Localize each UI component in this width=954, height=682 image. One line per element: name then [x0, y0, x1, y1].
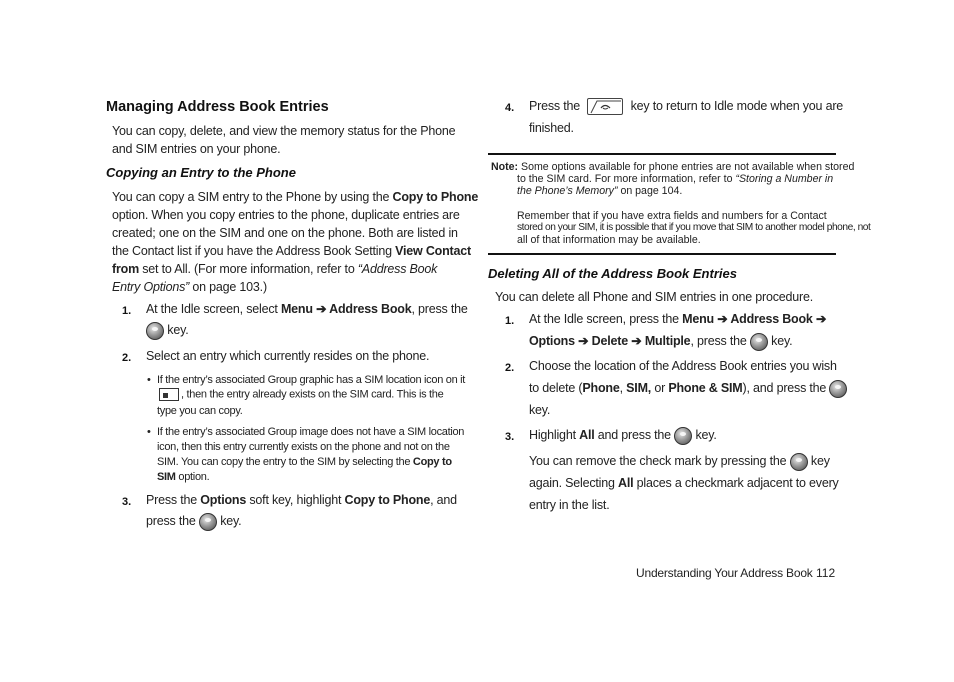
- sim-term: SIM: [157, 471, 176, 483]
- delete-step-2-line-2: [529, 379, 847, 398]
- bullet-text: , then the entry already exists on the SIM card. This is the: [181, 388, 444, 401]
- step-number: 1.: [122, 305, 132, 317]
- cross-reference: “Storing a Number in: [735, 173, 834, 185]
- arrow-glyph: ➔: [713, 312, 731, 326]
- intro-line-2: and SIM entries on your phone.: [112, 142, 281, 156]
- cross-reference: the Phone’s Memory”: [517, 185, 618, 197]
- step-text: ,: [619, 381, 627, 395]
- step-text: key to return to Idle mode when you are: [630, 99, 844, 113]
- step-1-line-1: [146, 300, 468, 318]
- step-text: , press the: [690, 334, 747, 348]
- bullet-2-line-2: icon, then this entry currently exists on the phone and not on the: [157, 441, 450, 453]
- end-key-icon: [587, 98, 623, 115]
- arrow-glyph: ➔: [812, 312, 827, 326]
- delete-step-1-line-2: [529, 332, 792, 351]
- bullet-1-line-2: [157, 388, 443, 401]
- options-term: Options: [200, 493, 247, 507]
- copy-paragraph-line-4: [112, 242, 471, 260]
- step-text: Press the: [146, 493, 201, 507]
- address-book-term: Address Book: [730, 312, 813, 326]
- step-2-text: Select an entry which currently resides on the phone.: [146, 349, 430, 363]
- phone-and-sim-term: Phone & SIM: [668, 381, 743, 395]
- delete-step-3-line-1: [529, 426, 717, 445]
- note-text: to the SIM card. For more information, refer to: [517, 173, 736, 185]
- all-term: All: [618, 476, 634, 490]
- copy-to-phone-term: Copy to Phone: [344, 493, 431, 507]
- step-number: 1.: [505, 315, 515, 327]
- view-contact-term: View Contact: [395, 244, 471, 258]
- step-text: Press the: [529, 99, 581, 113]
- cross-reference: Entry Options”: [112, 280, 190, 294]
- step-text: ), and press the: [742, 381, 827, 395]
- delete-step-3-para-line-2: [529, 474, 839, 492]
- step-text: , press the: [411, 302, 468, 316]
- phone-term: Phone: [582, 381, 620, 395]
- bullet-1-line-3: type you can copy.: [157, 405, 243, 417]
- menu-term: Menu: [280, 302, 313, 316]
- ok-key-icon: [750, 333, 768, 351]
- copy-text: set to All. (For more information, refer to: [138, 262, 358, 276]
- ok-key-icon: [674, 427, 692, 445]
- copy-text: You can copy a SIM entry to the Phone by using the: [112, 190, 393, 204]
- note-line-5: stored on your SIM, it is possible that if you move that SIM to another model phone, not: [517, 222, 871, 233]
- ok-key-icon: [146, 322, 164, 340]
- step-text: again. Selecting: [529, 476, 619, 490]
- step-3-line-1: [146, 491, 457, 509]
- delete-step-3-para-line-3: entry in the list.: [529, 498, 610, 512]
- sim-term: SIM,: [626, 381, 652, 395]
- options-term: Options: [529, 334, 575, 348]
- note-bottom-rule: [488, 253, 836, 255]
- bullet-2-line-4: [157, 471, 209, 484]
- from-term: from: [112, 262, 139, 276]
- intro-line-1: You can copy, delete, and view the memory status for the Phone: [112, 124, 456, 138]
- delete-step-3-para-line-1: [529, 452, 830, 471]
- bullet-text: SIM. You can copy the entry to the SIM by selecting the: [157, 456, 413, 468]
- step-text: key.: [771, 334, 793, 348]
- note-line-2: [517, 173, 833, 185]
- footer-section-title: Understanding Your Address Book: [636, 566, 813, 580]
- note-line-3: [517, 185, 682, 197]
- step-text: Highlight: [529, 428, 580, 442]
- step-number: 4.: [505, 102, 515, 114]
- step-text: and press the: [594, 428, 671, 442]
- note-line-6: all of that information may be available.: [517, 234, 701, 246]
- step-text: , and: [430, 493, 457, 507]
- bullet-text: option.: [175, 471, 210, 483]
- copy-to-term: Copy to: [412, 456, 452, 468]
- arrow-glyph: ➔: [312, 302, 330, 316]
- cross-reference: “Address Book: [357, 262, 438, 276]
- note-line-4: Remember that if you have extra fields and numbers for a Contact: [517, 210, 827, 222]
- copy-paragraph-line-2: option. When you copy entries to the phone, duplicate entries are: [112, 208, 460, 222]
- subheading-copying: Copying an Entry to the Phone: [106, 165, 296, 180]
- copy-text: on page 103.): [189, 280, 267, 294]
- step-text: press the: [146, 514, 196, 528]
- note-top-rule: [488, 153, 836, 155]
- step-text: key.: [167, 323, 189, 337]
- step-text: You can remove the check mark by pressing the: [529, 454, 787, 468]
- step-text: key: [810, 454, 830, 468]
- delete-step-2-line-1: Choose the location of the Address Book entries you wish: [529, 359, 837, 373]
- step-text: key.: [220, 514, 242, 528]
- section-heading: Managing Address Book Entries: [106, 99, 329, 115]
- delete-step-1-line-1: [529, 310, 826, 328]
- bullet-2-line-3: [157, 456, 452, 469]
- step-text: key.: [695, 428, 717, 442]
- step-text: soft key, highlight: [246, 493, 345, 507]
- step-number: 2.: [122, 352, 132, 364]
- bullet-2-line-1: If the entry’s associated Group image does not have a SIM location: [157, 426, 465, 438]
- ok-key-icon: [790, 453, 808, 471]
- ok-key-icon: [829, 380, 847, 398]
- step-1-line-2: [146, 321, 188, 340]
- copy-paragraph-line-6: [112, 278, 267, 296]
- step-text: At the Idle screen, press the: [529, 312, 683, 326]
- step-3-line-2: [146, 512, 241, 531]
- menu-term: Menu: [682, 312, 714, 326]
- bullet-glyph: •: [147, 374, 151, 386]
- bullet-glyph: •: [147, 426, 151, 438]
- arrow-glyph: ➔: [627, 334, 645, 348]
- step-4-line-2: finished.: [529, 121, 574, 135]
- step-text: places a checkmark adjacent to every: [633, 476, 839, 490]
- bullet-1-line-1: If the entry’s associated Group graphic has a SIM location icon on it: [157, 374, 466, 386]
- note-text: on page 104.: [617, 185, 683, 197]
- sim-location-icon: [159, 388, 179, 401]
- copy-paragraph-line-3: created; one on the SIM and one on the phone. Both are listed in: [112, 226, 458, 240]
- note-label: Note:: [491, 161, 519, 173]
- multiple-term: Multiple: [644, 334, 691, 348]
- ok-key-icon: [199, 513, 217, 531]
- copy-to-phone-term: Copy to Phone: [392, 190, 479, 204]
- page-number: 112: [816, 566, 836, 580]
- step-text: or: [651, 381, 669, 395]
- arrow-glyph: ➔: [574, 334, 592, 348]
- step-number: 3.: [505, 431, 515, 443]
- delete-term: Delete: [591, 334, 628, 348]
- step-text: to delete (: [529, 381, 583, 395]
- step-text: At the Idle screen, select: [146, 302, 281, 316]
- delete-step-2-line-3: key.: [529, 403, 551, 417]
- copy-paragraph-line-5: [112, 260, 437, 278]
- all-term: All: [579, 428, 595, 442]
- deleting-intro: You can delete all Phone and SIM entries in one procedure.: [495, 290, 814, 304]
- step-number: 2.: [505, 362, 515, 374]
- copy-paragraph-line-1: [112, 188, 478, 206]
- copy-text: the Contact list if you have the Address Book Setting: [112, 244, 396, 258]
- step-number: 3.: [122, 496, 132, 508]
- note-text: Some options available for phone entries are not available when stored: [518, 161, 855, 173]
- step-4-line-1: [529, 97, 843, 115]
- subheading-deleting: Deleting All of the Address Book Entries: [488, 266, 737, 281]
- note-line-1: [491, 161, 854, 173]
- address-book-term: Address Book: [329, 302, 412, 316]
